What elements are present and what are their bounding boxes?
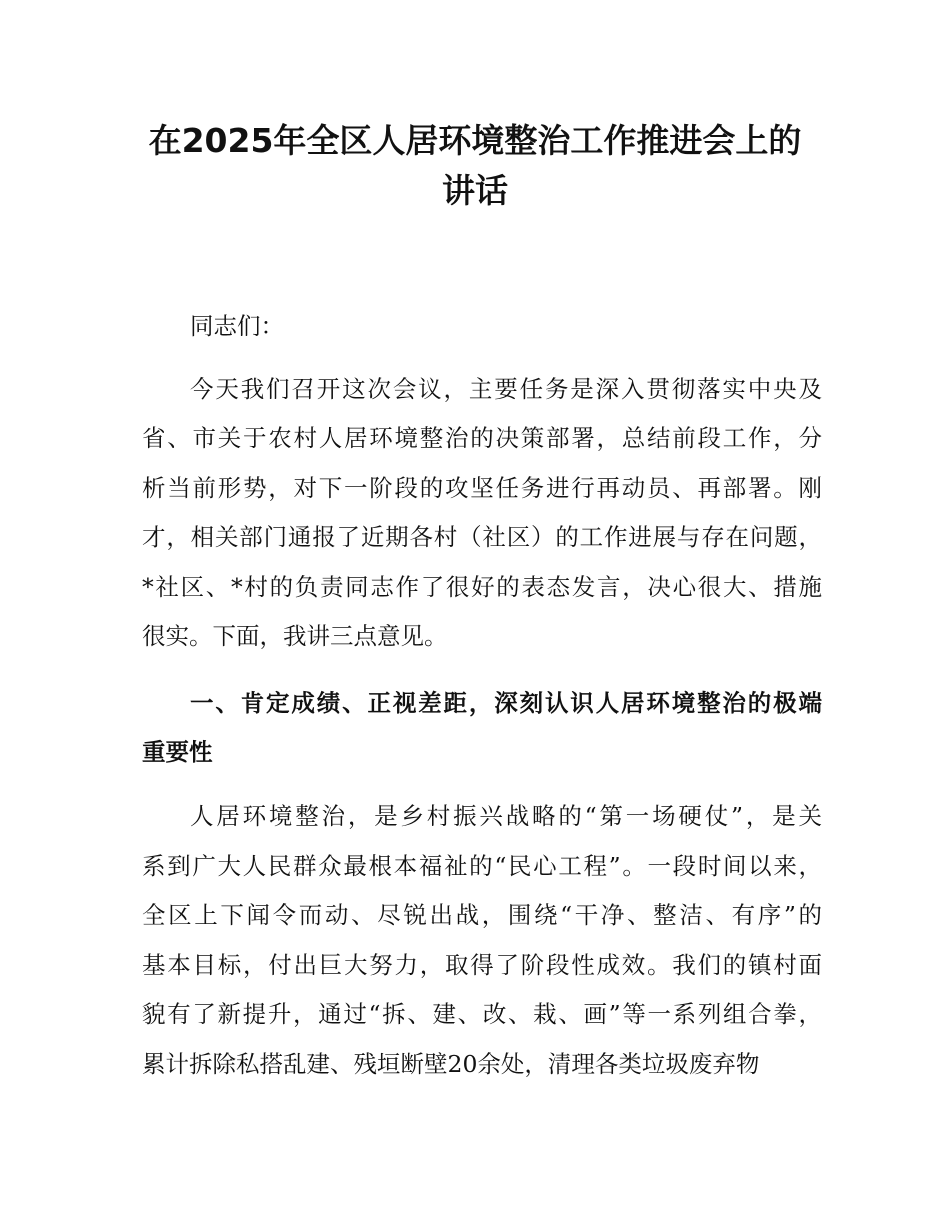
paragraph-1-line-4: 才，相关部门通报了近期各村（社区）的工作进展与存在问题， — [142, 523, 822, 551]
paragraph-2-line-1: 人居环境整治，是乡村振兴战略的“第一场硬仗”，是关 — [190, 802, 822, 830]
paragraph-1-line-3: 析当前形势，对下一阶段的攻坚任务进行再动员、再部署。刚 — [142, 474, 822, 502]
paragraph-2-line-4: 基本目标，付出巨大努力，取得了阶段性成效。我们的镇村面 — [142, 951, 822, 979]
document-title-line-2: 讲话 — [442, 171, 508, 210]
paragraph-1-line-2: 省、市关于农村人居环境整治的决策部署，总结前段工作，分 — [142, 424, 822, 452]
paragraph-2-line-2: 系到广大人民群众最根本福祉的“民心工程”。一段时间以来， — [142, 852, 822, 880]
paragraph-2-line-6: 累计拆除私搭乱建、残垣断壁20余处，清理各类垃圾废弃物 — [142, 1050, 760, 1078]
section-heading-1-line-1: 一、肯定成绩、正视差距，深刻认识人居环境整治的极端 — [190, 689, 822, 717]
paragraph-1-line-5: *社区、*村的负责同志作了很好的表态发言，决心很大、措施 — [142, 573, 822, 601]
section-heading-1-line-2: 重要性 — [142, 738, 213, 766]
paragraph-2-line-5: 貌有了新提升，通过“拆、建、改、栽、画”等一系列组合拳， — [142, 1000, 822, 1028]
salutation: 同志们： — [190, 312, 284, 340]
paragraph-1-line-6: 很实。下面，我讲三点意见。 — [142, 622, 448, 650]
paragraph-2-line-3: 全区上下闻令而动、尽锐出战，围绕“干净、整洁、有序”的 — [142, 901, 822, 929]
document-title-line-1: 在2025年全区人居环境整治工作推进会上的 — [148, 121, 802, 160]
paragraph-1-line-1: 今天我们召开这次会议，主要任务是深入贯彻落实中央及 — [190, 375, 822, 403]
